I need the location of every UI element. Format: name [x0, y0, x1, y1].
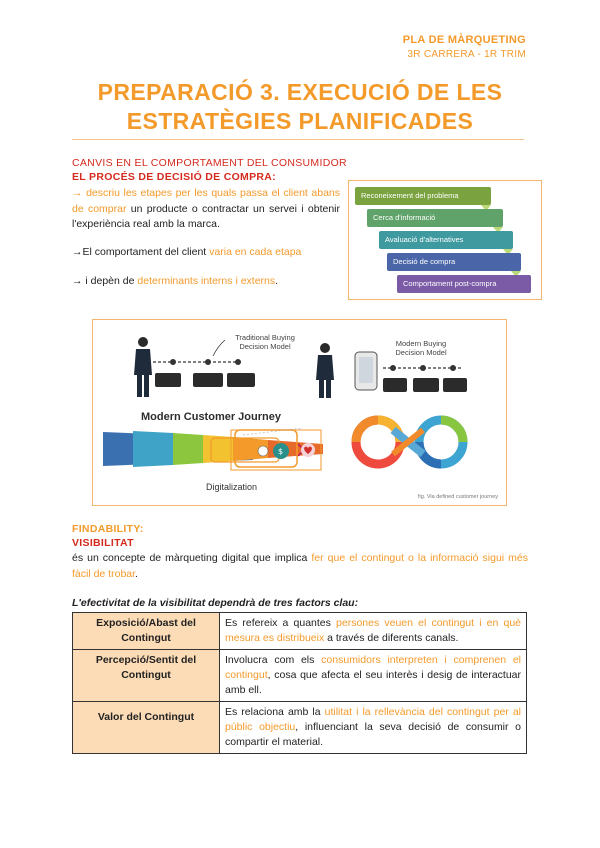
journey-funnel	[103, 430, 323, 470]
visibility-factors-table	[72, 612, 527, 754]
table-intro: L'efectivitat de la visibilitat dependrà de tres factors clau:	[72, 597, 359, 609]
table-row	[73, 613, 527, 650]
plain-text: , influenciant la seva decisió de consumir o compartir el material.	[225, 721, 522, 748]
paragraph-decision-process	[72, 186, 340, 233]
plain-text: és un concepte de màrqueting digital que implica	[72, 552, 312, 564]
timeline-dot	[205, 359, 211, 365]
timeline-dot	[390, 365, 396, 371]
table-row	[73, 650, 527, 702]
header-title: PLA DE MÀRQUETING	[402, 34, 526, 46]
modern-customer-journey-title: Modern Customer Journey	[141, 411, 281, 423]
step-bar-evaluation-alternatives: Avaluació d'alternatives	[379, 231, 513, 249]
factor-name-cell: Percepció/Sentit del Contingut	[73, 650, 220, 702]
plain-text: .	[275, 275, 279, 287]
arrow-glyph: →	[72, 187, 87, 199]
callout-line	[213, 340, 225, 356]
decision-steps-diagram	[348, 180, 542, 300]
findability-heading: FINDABILITY:	[72, 523, 144, 535]
stage-card	[155, 373, 181, 387]
modern-model-label	[381, 339, 461, 357]
factor-name-cell: Exposició/Abast del Contingut	[73, 613, 220, 650]
traditional-model-label	[225, 333, 305, 351]
plain-text: →El comportament del client	[72, 246, 210, 258]
modern-label-line-1: Modern Buying	[395, 339, 447, 348]
stage-card	[443, 378, 467, 392]
section-subheading-decision-process: EL PROCÉS DE DECISIÓ DE COMPRA:	[72, 171, 276, 183]
traditional-label-line-2: Decision Model	[239, 342, 291, 351]
step-bar-post-purchase: Comportament post-compra	[397, 275, 531, 293]
highlight-text: descriu les etapes per les quals passa el client abans de comprar	[72, 187, 341, 215]
section-heading-consumer-behaviour: CANVIS EN EL COMPORTAMENT DEL CONSUMIDOR	[72, 157, 347, 169]
timeline-dot	[235, 359, 241, 365]
highlight-text: fer que el contingut o la informació sigui més fàcil de trobar	[72, 552, 528, 580]
highlight-text: determinants interns i externs	[137, 275, 276, 287]
visibility-heading: VISIBILITAT	[72, 537, 134, 549]
stage-card	[413, 378, 439, 392]
title-divider	[72, 139, 524, 140]
plain-text: , cosa que afecta el seu interès i desig de interactuar amb ell.	[225, 669, 521, 696]
page-title-line-1: PREPARACIÓ 3. EXECUCIÓ DE LES	[97, 79, 503, 105]
page-title	[72, 78, 528, 136]
header-subtitle: 3R CARRERA - 1R TRIM	[407, 49, 526, 60]
paragraph-determinants	[72, 274, 340, 290]
highlight-text: varia en cada etapa	[209, 246, 302, 258]
infinity-cycle	[356, 420, 463, 464]
plain-text: → i depèn de	[72, 275, 138, 287]
highlight-text: utilitat i la rellevància del contingut per al públic objectiu	[225, 706, 521, 733]
factor-description-cell	[220, 613, 527, 650]
paragraph-visibility	[72, 551, 528, 582]
digitalization-label: Digitalization	[206, 482, 258, 492]
stage-card	[227, 373, 255, 387]
traditional-label-line-1: Traditional Buying	[235, 333, 295, 342]
page-title-line-2: ESTRATÈGIES PLANIFICADES	[126, 108, 474, 134]
paragraph-behaviour-varies	[72, 245, 340, 261]
plain-text: un producte o contractar un servei i obtenir l'experiència real amb la marca.	[72, 202, 341, 230]
modern-label-line-2: Decision Model	[395, 348, 447, 357]
timeline-dot	[450, 365, 456, 371]
plain-text: Es relaciona amb la	[225, 706, 325, 718]
svg-text:$: $	[278, 447, 284, 456]
step-bar-problem-recognition: Reconeixement del problema	[355, 187, 491, 205]
customer-journey-figure	[92, 319, 507, 506]
timeline-dot	[170, 359, 176, 365]
businessman-icon	[134, 337, 152, 397]
step-bar-purchase-decision: Decisió de compra	[387, 253, 521, 271]
document-header	[403, 34, 526, 60]
figure-credit: fig. Via defined customer journey	[418, 494, 498, 500]
plain-text: Involucra com els	[225, 654, 322, 666]
stage-card	[383, 378, 407, 392]
step-bar-information-search: Cerca d'informació	[367, 209, 503, 227]
factor-description-cell	[220, 702, 527, 754]
plain-text: Es refereix a quantes	[225, 617, 337, 629]
factor-description-cell	[220, 650, 527, 702]
timeline-dot	[420, 365, 426, 371]
highlight-text: consumidors interpreten i comprenen el contingut	[225, 654, 521, 681]
plain-text: a través de diferents canals.	[324, 632, 459, 644]
highlight-text: persones veuen el contingut i en què mesura es distribueix	[225, 617, 522, 644]
table-row	[73, 702, 527, 754]
stage-card	[193, 373, 223, 387]
factor-name-cell: Valor del Contingut	[73, 702, 220, 754]
businessman-phone-icon	[316, 343, 377, 398]
plain-text: .	[135, 567, 138, 580]
